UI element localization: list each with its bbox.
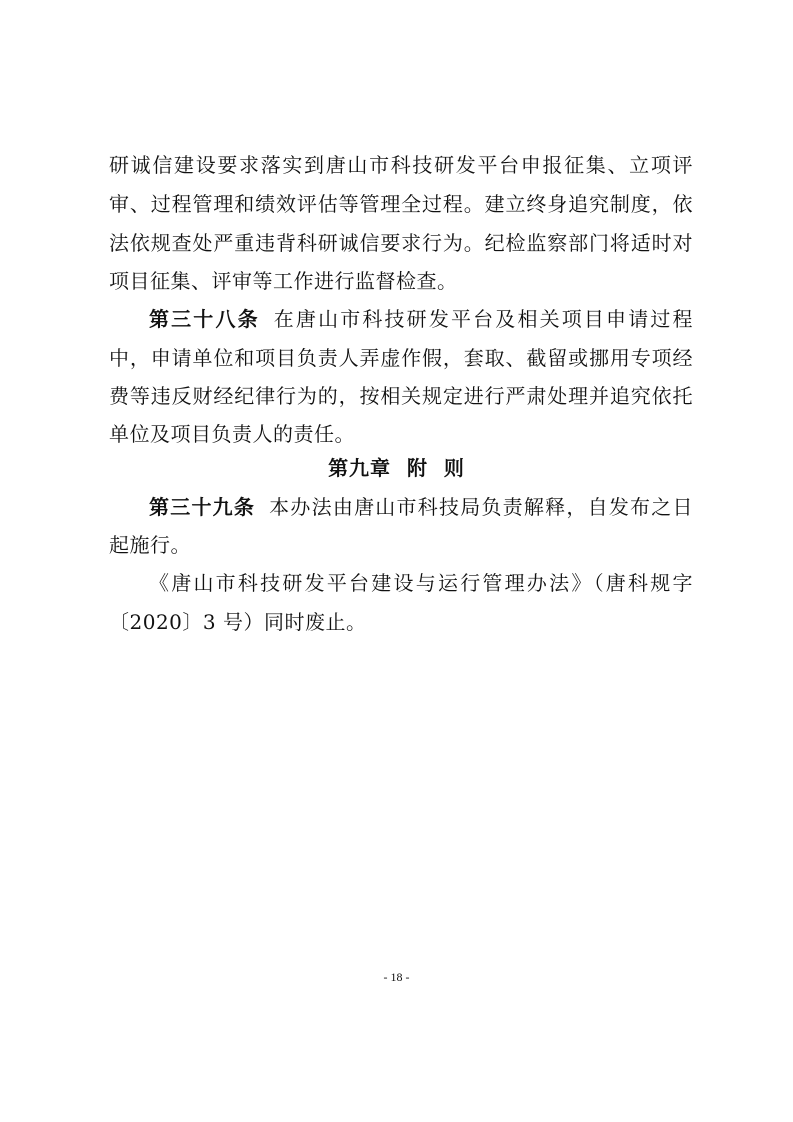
paragraph-line: 单位及项目负责人的责任。: [109, 422, 355, 446]
article-38-first-line: [149, 300, 693, 338]
article-39-first-line: [149, 488, 693, 526]
paragraph-line: 费等违反财经纪律行为的，按相关规定进行严肃处理并追究依托: [109, 384, 693, 408]
article-39-text: 本办法由唐山市科技局负责解释，自发布之日: [269, 495, 694, 519]
paragraph-line: 研诚信建设要求落实到唐山市科技研发平台申报征集、立项评: [109, 153, 693, 177]
chapter-heading: 第九章 附 则: [328, 456, 465, 480]
paragraph-line: 起施行。: [109, 533, 191, 557]
article-39-title: 第三十九条: [149, 495, 256, 519]
paragraph-line: 法依规查处严重违背科研诚信要求行为。纪检监察部门将适时对: [109, 231, 693, 255]
repeal-note-first-line: 《唐山市科技研发平台建设与运行管理办法》（唐科规字: [149, 571, 693, 595]
article-38-title: 第三十八条: [149, 307, 260, 331]
paragraph-line: 中，申请单位和项目负责人弄虚作假，套取、截留或挪用专项经: [109, 346, 693, 370]
paragraph-line: 项目征集、评审等工作进行监督检查。: [109, 269, 458, 293]
article-38-text: 在唐山市科技研发平台及相关项目申请过程: [273, 307, 694, 331]
page-number: - 18 -: [383, 970, 410, 984]
paragraph-line: 审、过程管理和绩效评估等管理全过程。建立终身追究制度，依: [109, 192, 693, 216]
paragraph-line: 〔2020〕3 号）同时废止。: [109, 610, 367, 634]
